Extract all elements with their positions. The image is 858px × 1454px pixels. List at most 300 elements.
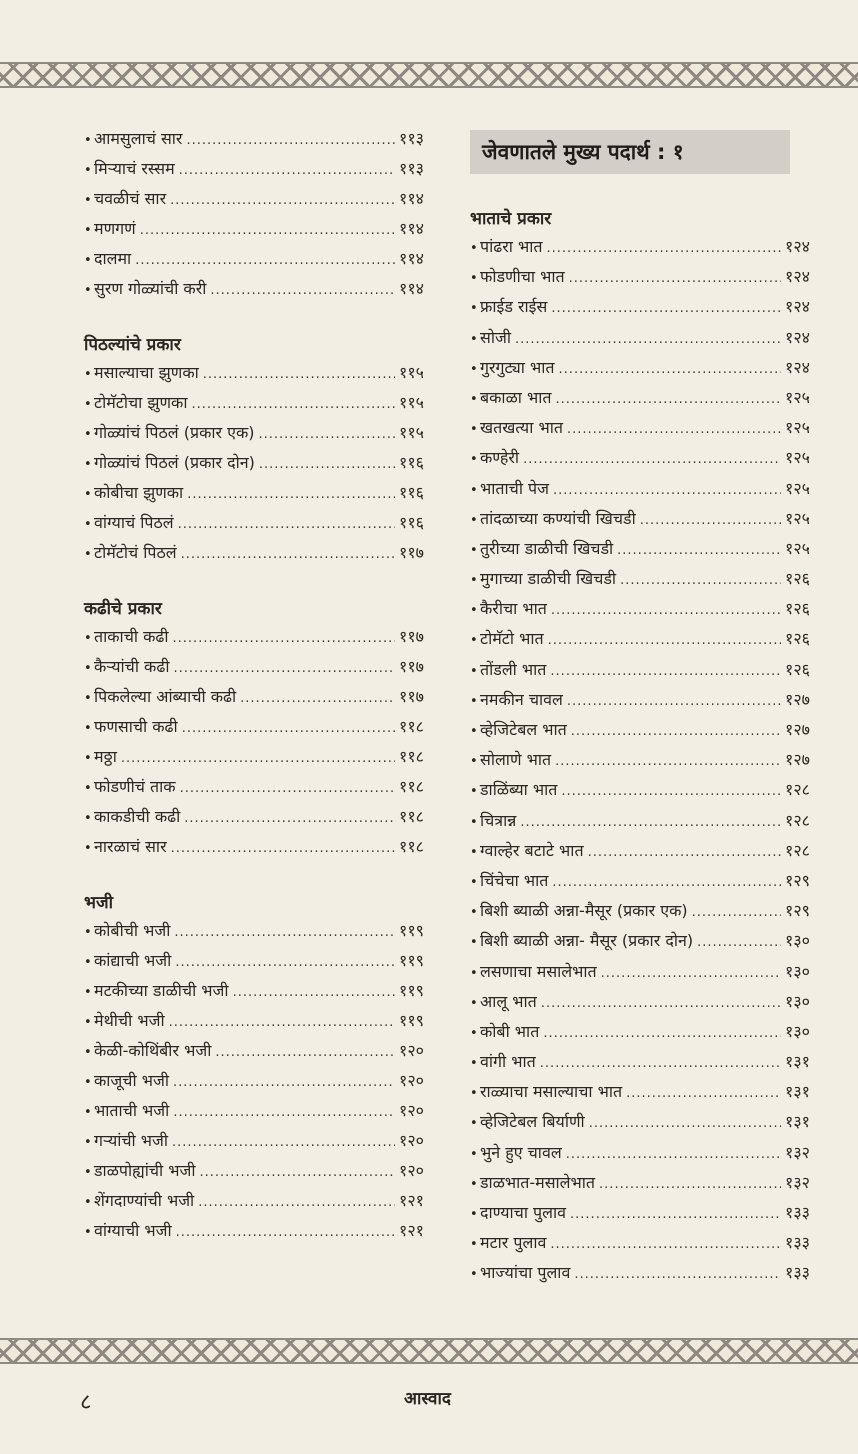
left-column	[84, 124, 424, 1272]
dot-leader	[540, 1049, 781, 1079]
bullet-icon: •	[470, 391, 478, 407]
bullet-icon: •	[84, 517, 92, 532]
bullet-icon: •	[84, 427, 92, 442]
toc-entry	[84, 358, 424, 388]
dot-leader	[121, 744, 395, 774]
entry-title: गऱ्यांची भजी	[94, 1131, 169, 1150]
dot-leader	[599, 1170, 781, 1200]
dot-leader	[626, 1079, 781, 1109]
toc-entry	[470, 775, 810, 805]
entry-page-number: १३३	[785, 1263, 810, 1283]
entry-title: टोमॅटोचा झुणका	[94, 393, 188, 412]
toc-entry	[470, 624, 810, 654]
entry-page-number: ११६	[399, 483, 424, 502]
bullet-icon: •	[470, 784, 478, 800]
entry-title: वांग्याची भजी	[94, 1221, 172, 1240]
toc-section	[84, 594, 424, 862]
entry-title: केळी-कोथिंबीर भजी	[94, 1041, 212, 1060]
dot-leader	[171, 834, 395, 864]
bullet-icon: •	[470, 1056, 478, 1072]
entry-title: कैऱ्यांची कढी	[94, 657, 170, 676]
entry-title: भाज्यांचा पुलाव	[480, 1263, 571, 1283]
entry-title: डाळभात-मसालेभात	[480, 1172, 596, 1192]
entry-title: खतखत्या भात	[480, 418, 563, 438]
entry-page-number: ११६	[399, 453, 424, 472]
dot-leader	[173, 1068, 395, 1098]
bullet-icon: •	[470, 754, 478, 770]
toc-entry	[84, 124, 424, 154]
bullet-icon: •	[470, 1207, 478, 1222]
toc-entry	[470, 262, 810, 292]
toc-section	[84, 888, 424, 1246]
entry-page-number: ११७	[399, 657, 424, 676]
bullet-icon: •	[470, 241, 478, 256]
dot-leader	[570, 1200, 781, 1230]
bullet-icon: •	[470, 301, 478, 317]
bullet-icon: •	[84, 1075, 92, 1090]
entry-page-number: १२०	[399, 1071, 424, 1090]
toc-entry	[84, 1216, 424, 1246]
dot-leader	[233, 978, 395, 1008]
dot-leader	[259, 450, 395, 480]
dot-leader	[182, 714, 395, 744]
entry-page-number: १२५	[785, 418, 810, 438]
top-decorative-border	[0, 62, 858, 88]
toc-entry	[470, 715, 810, 745]
entry-page-number: १२६	[785, 629, 810, 649]
entry-page-number: ११८	[399, 837, 424, 856]
entry-title: गुरगुट्या भात	[480, 357, 555, 377]
entry-page-number: १३१	[785, 1112, 810, 1132]
dot-leader	[617, 536, 781, 566]
entry-page-number: १२४	[785, 357, 810, 377]
entry-title: लसणाचा मसालेभात	[480, 961, 597, 981]
toc-entry	[84, 652, 424, 682]
toc-entry	[84, 538, 424, 568]
dot-leader	[173, 624, 396, 654]
bullet-icon: •	[470, 422, 478, 438]
bullet-icon: •	[84, 1015, 92, 1030]
toc-entry	[470, 1047, 810, 1077]
entry-page-number: ११४	[399, 189, 424, 208]
toc-entry	[84, 976, 424, 1006]
entry-title: चिंचेचा भात	[480, 870, 549, 890]
toc-entry	[84, 622, 424, 652]
toc-entry	[470, 987, 810, 1017]
entry-page-number: १३१	[785, 1082, 810, 1102]
dot-leader	[240, 684, 395, 714]
bullet-icon: •	[470, 331, 478, 347]
toc-entry	[470, 866, 810, 896]
bullet-icon: •	[84, 223, 92, 238]
toc-entry	[84, 478, 424, 508]
entry-title: चवळीचं सार	[94, 189, 167, 208]
entry-title: मुगाच्या डाळीची खिचडी	[480, 569, 617, 589]
bullet-icon: •	[470, 814, 478, 830]
toc-entry	[470, 1258, 810, 1288]
dot-leader	[215, 1038, 395, 1068]
dot-leader	[181, 540, 395, 570]
entry-title: कांद्याची भजी	[94, 951, 172, 970]
page-number: ८	[80, 1390, 92, 1415]
entry-title: व्हेजिटेबल बिर्याणी	[480, 1112, 585, 1132]
dot-leader	[515, 325, 781, 355]
dot-leader	[555, 747, 781, 777]
entry-title: वांग्याचं पिठलं	[94, 513, 174, 532]
bullet-icon: •	[84, 1165, 92, 1180]
entry-page-number: १२६	[785, 659, 810, 679]
entry-page-number: १२४	[785, 297, 810, 317]
entry-title: डाळिंब्या भात	[480, 780, 558, 800]
entry-page-number: १२६	[785, 569, 810, 589]
toc-entry	[470, 594, 810, 624]
bullet-icon: •	[470, 452, 478, 468]
entry-page-number: ११५	[399, 423, 424, 442]
entry-page-number: १२१	[399, 1191, 424, 1210]
dot-leader	[172, 1128, 395, 1158]
bullet-icon: •	[84, 163, 92, 178]
dot-leader	[200, 1158, 396, 1188]
bottom-decorative-border	[0, 1338, 858, 1364]
toc-entry	[470, 1017, 810, 1047]
toc-entry	[470, 1077, 810, 1107]
dot-leader	[174, 654, 396, 684]
bullet-icon: •	[470, 935, 478, 951]
toc-entry	[84, 682, 424, 712]
entry-title: बकाळा भात	[480, 387, 552, 407]
bullet-icon: •	[84, 661, 92, 676]
dot-leader	[191, 390, 395, 420]
dot-leader	[187, 480, 395, 510]
entry-page-number: ११८	[399, 747, 424, 766]
entry-page-number: ११३	[399, 129, 424, 148]
dot-leader	[552, 868, 781, 898]
entry-page-number: ११८	[399, 777, 424, 796]
bullet-icon: •	[470, 1267, 478, 1283]
section-title: कढीचे प्रकार	[84, 599, 162, 619]
bullet-icon: •	[470, 633, 478, 649]
entry-page-number: १३१	[785, 1052, 810, 1072]
entry-title: टोमॅटो भात	[480, 629, 544, 649]
dot-leader	[692, 898, 781, 928]
entry-page-number: १२५	[785, 538, 810, 558]
bullet-icon: •	[470, 663, 478, 679]
entry-page-number: १२०	[399, 1161, 424, 1180]
bullet-icon: •	[84, 457, 92, 472]
entry-page-number: १२७	[785, 689, 810, 709]
bullet-icon: •	[84, 955, 92, 970]
entry-title: तुरीच्या डाळीची खिचडी	[480, 538, 614, 558]
toc-entry	[84, 508, 424, 538]
toc-entry	[84, 1186, 424, 1216]
dot-leader	[175, 948, 395, 978]
bullet-icon: •	[84, 283, 92, 298]
entry-page-number: १२९	[785, 870, 810, 890]
entry-title: वांगी भात	[480, 1052, 536, 1072]
dot-leader	[559, 355, 781, 385]
entry-page-number: १२९	[785, 901, 810, 921]
dot-leader	[620, 566, 781, 596]
entry-page-number: ११९	[399, 1011, 424, 1030]
entry-title: कण्हेरी	[480, 448, 520, 468]
entry-title: फ्राईड राईस	[480, 297, 548, 317]
toc-entry	[84, 1096, 424, 1126]
section-title: भजी	[84, 893, 113, 913]
entry-page-number: १२४	[785, 267, 810, 287]
entry-page-number: १३०	[785, 931, 810, 951]
bullet-icon: •	[470, 512, 478, 528]
bullet-icon: •	[84, 487, 92, 502]
dot-leader	[520, 808, 781, 838]
entry-page-number: ११४	[399, 249, 424, 268]
entry-title: मेथीची भजी	[94, 1011, 165, 1030]
bullet-icon: •	[84, 811, 92, 826]
bullet-icon: •	[84, 841, 92, 856]
bullet-icon: •	[470, 844, 478, 860]
entry-title: आलू भात	[480, 991, 537, 1011]
bullet-icon: •	[470, 1146, 478, 1162]
entry-page-number: १२०	[399, 1131, 424, 1150]
bullet-icon: •	[84, 1045, 92, 1060]
toc-entry	[470, 926, 810, 956]
entry-title: मटकीच्या डाळीची भजी	[94, 981, 229, 1000]
dot-leader	[203, 360, 395, 390]
bullet-icon: •	[84, 925, 92, 940]
chapter-heading: जेवणातले मुख्य पदार्थ : १	[470, 130, 790, 174]
entry-title: भुने हुए चावल	[480, 1142, 562, 1162]
bullet-icon: •	[84, 1135, 92, 1150]
toc-entry	[470, 534, 810, 564]
bullet-icon: •	[470, 995, 478, 1011]
bullet-icon: •	[84, 721, 92, 736]
entry-page-number: १२५	[785, 508, 810, 528]
dot-leader	[574, 1260, 781, 1290]
toc-section	[470, 204, 810, 1289]
bullet-icon: •	[84, 193, 92, 208]
dot-leader	[550, 657, 781, 687]
entry-page-number: ११५	[399, 393, 424, 412]
dot-leader	[561, 777, 781, 807]
toc-entry	[470, 292, 810, 322]
entry-title: मठ्ठा	[94, 747, 117, 766]
toc-entry	[470, 685, 810, 715]
entry-title: सोजी	[480, 327, 511, 347]
entry-page-number: ११९	[399, 981, 424, 1000]
bullet-icon: •	[84, 1225, 92, 1240]
entry-title: व्हेजिटेबल भात	[480, 720, 567, 739]
toc-entry	[84, 1006, 424, 1036]
dot-leader	[567, 687, 781, 717]
entry-page-number: १३२	[785, 1172, 810, 1192]
toc-entry	[84, 832, 424, 862]
dot-leader	[184, 804, 395, 834]
bullet-icon: •	[84, 985, 92, 1000]
bullet-icon: •	[470, 361, 478, 377]
toc-entry	[470, 413, 810, 443]
toc-entry	[470, 474, 810, 504]
toc-entry	[84, 274, 424, 304]
toc-entry	[470, 1107, 810, 1137]
dot-leader	[567, 415, 781, 445]
entry-title: पांढरा भात	[480, 237, 543, 256]
entry-title: सुरण गोळ्यांची करी	[94, 279, 207, 298]
dot-leader	[169, 1008, 395, 1038]
toc-entry	[470, 957, 810, 987]
toc-entry	[84, 916, 424, 946]
entry-title: बिशी ब्याळी अन्ना-मैसूर (प्रकार एक)	[480, 901, 688, 921]
bullet-icon: •	[84, 547, 92, 562]
entry-title: कैरीचा भात	[480, 599, 547, 619]
dot-leader	[541, 989, 781, 1019]
bullet-icon: •	[470, 724, 478, 739]
entry-page-number: १२५	[785, 387, 810, 407]
dot-leader	[566, 1140, 781, 1170]
bullet-icon: •	[84, 397, 92, 412]
toc-entry	[470, 745, 810, 775]
entry-page-number: ११७	[399, 627, 424, 646]
bullet-icon: •	[470, 573, 478, 589]
dot-leader	[176, 1218, 395, 1248]
toc-entry	[84, 742, 424, 772]
bullet-icon: •	[470, 1176, 478, 1192]
bullet-icon: •	[84, 781, 92, 796]
entry-page-number: १२१	[399, 1221, 424, 1240]
toc-entry	[470, 1138, 810, 1168]
toc-entry	[470, 443, 810, 473]
dot-leader	[555, 385, 781, 415]
entry-page-number: १२६	[785, 599, 810, 619]
dot-leader	[140, 216, 395, 246]
entry-page-number: १२७	[785, 750, 810, 770]
entry-title: काकडीची कढी	[94, 807, 181, 826]
dot-leader	[571, 717, 781, 747]
entry-page-number: १३०	[785, 961, 810, 981]
entry-page-number: १२४	[785, 237, 810, 256]
toc-entry	[84, 1036, 424, 1066]
entry-title: फणसाची कढी	[94, 717, 178, 736]
toc-entry	[84, 214, 424, 244]
bullet-icon: •	[84, 1105, 92, 1120]
toc-entry	[470, 1198, 810, 1228]
dot-leader	[198, 1188, 395, 1218]
entry-page-number: ११९	[399, 951, 424, 970]
toc-entry	[84, 772, 424, 802]
bullet-icon: •	[84, 367, 92, 382]
toc-entry	[470, 353, 810, 383]
entry-title: राळ्याचा मसाल्याचा भात	[480, 1082, 623, 1102]
entry-title: आमसुलाचं सार	[94, 129, 183, 148]
toc-entry	[84, 418, 424, 448]
entry-page-number: ११५	[399, 363, 424, 382]
entry-page-number: ११८	[399, 717, 424, 736]
bullet-icon: •	[84, 751, 92, 766]
toc-entry	[470, 323, 810, 353]
dot-leader	[569, 264, 781, 294]
toc-entry	[84, 1156, 424, 1186]
entry-page-number: १२७	[785, 720, 810, 739]
entry-page-number: १२८	[785, 780, 810, 800]
entry-page-number: ११८	[399, 807, 424, 826]
entry-title: गोळ्यांचं पिठलं (प्रकार एक)	[94, 423, 255, 442]
bullet-icon: •	[470, 271, 478, 287]
entry-title: शेंगदाण्यांची भजी	[94, 1191, 195, 1210]
section-title: भाताचे प्रकार	[470, 209, 552, 229]
entry-page-number: १३०	[785, 991, 810, 1011]
entry-title: तांदळाच्या कण्यांची खिचडी	[480, 508, 636, 528]
entry-title: मटार पुलाव	[480, 1233, 547, 1253]
entry-title: कोबीची भजी	[94, 921, 171, 940]
entry-title: फोडणीचा भात	[480, 267, 565, 287]
dot-leader	[259, 420, 396, 450]
entry-page-number: १३२	[785, 1142, 810, 1162]
dot-leader	[174, 918, 395, 948]
toc-entry	[470, 806, 810, 836]
dot-leader	[180, 774, 395, 804]
entry-title: काजूची भजी	[94, 1071, 169, 1090]
bullet-icon: •	[470, 603, 478, 619]
bullet-icon: •	[470, 693, 478, 709]
entry-title: गोळ्यांचं पिठलं (प्रकार दोन)	[94, 453, 255, 472]
entry-page-number: १३३	[785, 1203, 810, 1222]
entry-title: तोंडली भात	[480, 659, 547, 679]
dot-leader	[588, 838, 781, 868]
entry-title: मसाल्याचा झुणका	[94, 363, 199, 382]
right-column	[470, 130, 810, 1315]
entry-page-number: ११३	[399, 159, 424, 178]
toc-entry	[470, 1228, 810, 1258]
dot-leader	[179, 156, 395, 186]
entry-page-number: ११९	[399, 921, 424, 940]
dot-leader	[551, 294, 781, 324]
toc-entry	[470, 504, 810, 534]
entry-page-number: १३३	[785, 1233, 810, 1253]
dot-leader	[173, 1098, 395, 1128]
toc-entry	[84, 184, 424, 214]
book-title: आस्वाद	[404, 1389, 451, 1409]
bullet-icon: •	[84, 253, 92, 268]
toc-entry	[84, 388, 424, 418]
dot-leader	[543, 1019, 781, 1049]
entry-title: फोडणीचं ताक	[94, 777, 176, 796]
entry-title: ताकाची कढी	[94, 627, 169, 646]
entry-title: नमकीन चावल	[480, 689, 563, 709]
entry-title: दाण्याचा पुलाव	[480, 1203, 567, 1222]
toc-entry	[470, 1168, 810, 1198]
bullet-icon: •	[470, 1116, 478, 1132]
toc-entry	[470, 836, 810, 866]
entry-page-number: ११६	[399, 513, 424, 532]
entry-title: टोमॅटोचं पिठलं	[94, 543, 177, 562]
toc-entry	[470, 383, 810, 413]
entry-title: बिशी ब्याळी अन्ना- मैसूर (प्रकार दोन)	[480, 931, 694, 951]
entry-page-number: ११४	[399, 219, 424, 238]
bullet-icon: •	[470, 482, 478, 498]
bullet-icon: •	[470, 1237, 478, 1253]
entry-title: मिऱ्याचं रस्सम	[94, 159, 175, 178]
bullet-icon: •	[470, 1086, 478, 1102]
entry-title: मणगणं	[94, 219, 136, 238]
toc-section	[84, 330, 424, 568]
entry-title: कोबी भात	[480, 1021, 540, 1041]
section-title: पिठल्यांचे प्रकार	[84, 335, 181, 355]
entry-page-number: १२४	[785, 327, 810, 347]
dot-leader	[186, 126, 395, 156]
entry-title: दालमा	[94, 249, 132, 268]
entry-title: पिकलेल्या आंब्याची कढी	[94, 687, 237, 706]
entry-title: ग्वाल्हेर बटाटे भात	[480, 840, 584, 860]
entry-page-number: १२०	[399, 1101, 424, 1120]
dot-leader	[697, 928, 781, 958]
